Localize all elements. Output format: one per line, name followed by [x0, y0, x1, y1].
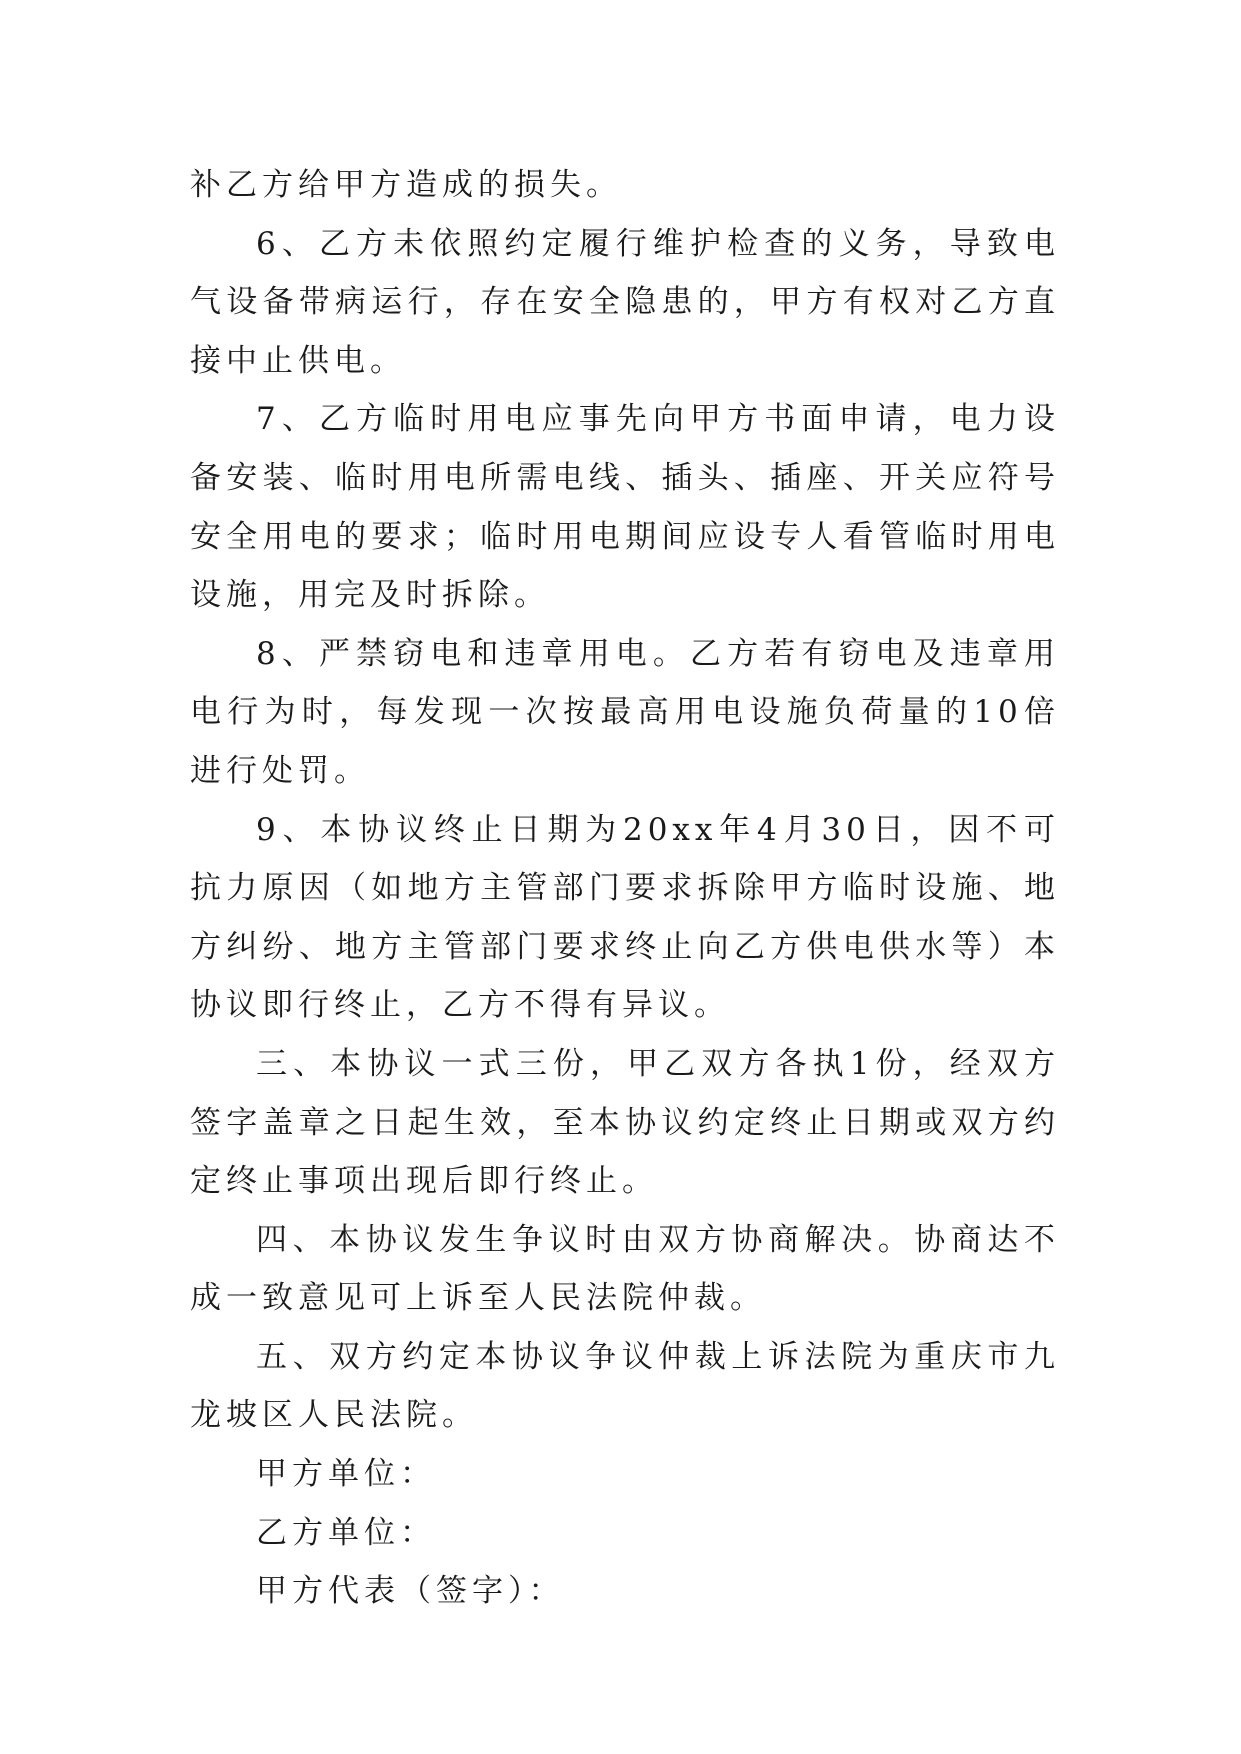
document-body	[190, 156, 1060, 1621]
paragraph-section-3: 三、本协议一式三份，甲乙双方各执1份，经双方签字盖章之日起生效，至本协议约定终止日期或双方约定终止事项出现后即行终止。	[190, 1045, 1060, 1200]
signature-party-a-unit: 甲方单位：	[256, 1456, 436, 1493]
paragraph-section-4: 四、本协议发生争议时由双方协商解决。协商达不成一致意见可上诉至人民法院仲裁。	[190, 1221, 1060, 1317]
paragraph-continuation: 补乙方给甲方造成的损失。	[190, 167, 622, 203]
signature-party-a-representative: 甲方代表（签字）：	[256, 1573, 565, 1610]
paragraph-clause-9: 9、本协议终止日期为20xx年4月30日，因不可抗力原因（如地方主管部门要求拆除甲方临时设施、地方纠纷、地方主管部门要求终止向乙方供电供水等）本协议即行终止，乙方不得有异议。	[190, 811, 1060, 1024]
paragraph-section-5: 五、双方约定本协议争议仲裁上诉法院为重庆市九龙坡区人民法院。	[190, 1338, 1060, 1434]
signature-party-b-unit: 乙方单位：	[256, 1514, 436, 1551]
paragraph-clause-6: 6、乙方未依照约定履行维护检查的义务，导致电气设备带病运行，存在安全隐患的，甲方有权对乙方直接中止供电。	[190, 225, 1060, 379]
paragraph-clause-8: 8、严禁窃电和违章用电。乙方若有窃电及违章用电行为时，每发现一次按最高用电设施负荷量的10倍进行处罚。	[190, 635, 1060, 789]
paragraph-clause-7: 7、乙方临时用电应事先向甲方书面申请，电力设备安装、临时用电所需电线、插头、插座、开关应符号安全用电的要求；临时用电期间应设专人看管临时用电设施，用完及时拆除。	[190, 401, 1060, 614]
